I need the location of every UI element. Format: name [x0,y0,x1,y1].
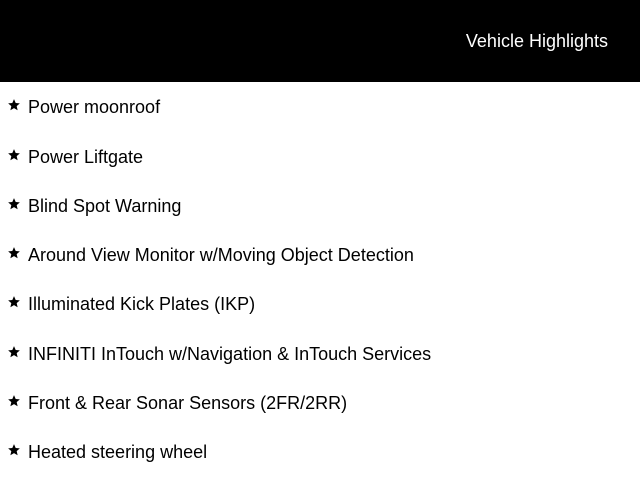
list-item-label: Illuminated Kick Plates (IKP) [28,294,256,314]
list-item [0,244,640,268]
star-icon [7,295,21,309]
header-bar [0,0,640,82]
star-icon [7,98,21,112]
list-item [0,392,640,416]
list-item-label: Blind Spot Warning [28,196,182,216]
star-icon [7,197,21,211]
star-icon [7,148,21,162]
list-item [0,195,640,219]
list-item [0,441,640,465]
star-icon [7,246,21,260]
list-item [0,146,640,170]
page-title: Vehicle Highlights [465,31,608,51]
star-icon [7,394,21,408]
list-item [0,96,640,120]
list-item-label: Power Liftgate [28,147,144,167]
list-item [0,343,640,367]
list-item-label: Around View Monitor w/Moving Object Detection [28,245,414,265]
list-item [0,293,640,317]
list-item-label: Power moonroof [28,97,161,117]
list-item-label: INFINITI InTouch w/Navigation & InTouch Services [28,344,432,364]
list-item-label: Heated steering wheel [28,442,208,462]
star-icon [7,443,21,457]
star-icon [7,345,21,359]
list-item-label: Front & Rear Sonar Sensors (2FR/2RR) [28,393,348,413]
